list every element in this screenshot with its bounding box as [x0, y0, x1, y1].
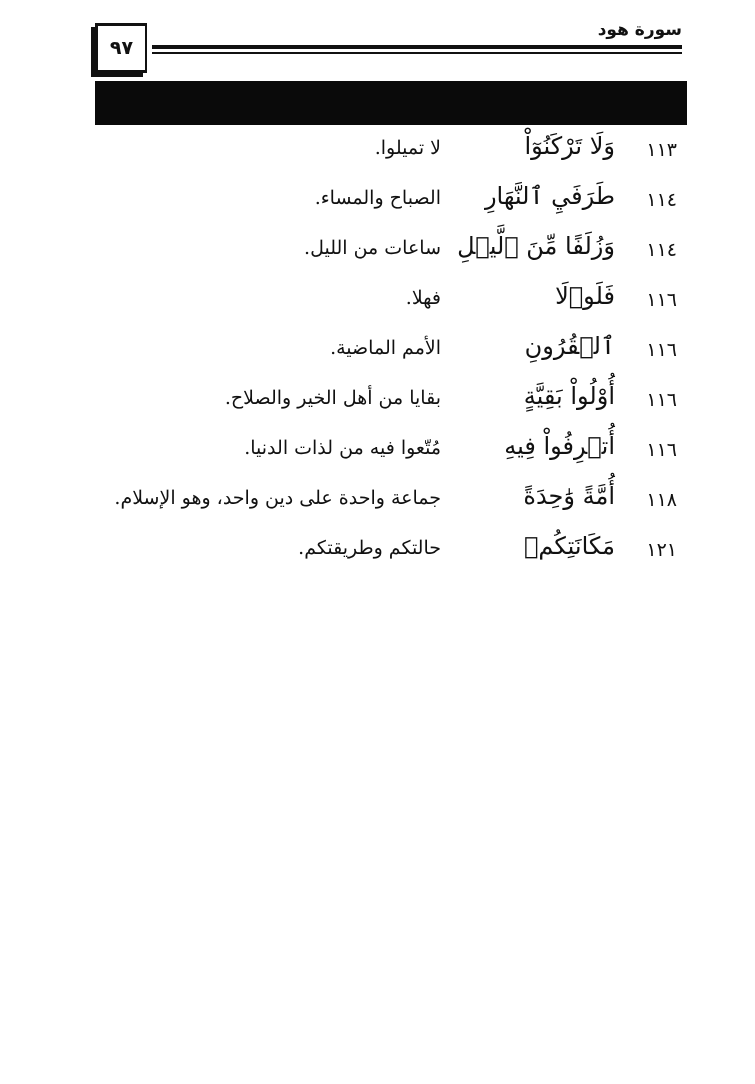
- quran-word: فَلَوۡلَا: [555, 282, 615, 310]
- glossary-row: [90, 280, 687, 330]
- header-rule-thin: [152, 52, 682, 54]
- word-meaning: الصباح والمساء.: [314, 187, 441, 209]
- glossary-row: [90, 380, 687, 430]
- word-meaning: الأمم الماضية.: [330, 337, 441, 359]
- word-meaning: مُتّعوا فيه من لذات الدنيا.: [244, 437, 441, 459]
- surah-title: سورة هود: [597, 20, 682, 40]
- quran-word: وَلَا تَرْكَنُوٓاْ: [524, 132, 615, 160]
- glossary-row: [90, 130, 687, 180]
- verse-number: ١١٦: [646, 439, 677, 461]
- glossary-row: [90, 430, 687, 480]
- glossary-row: [90, 180, 687, 230]
- quran-word: أُمَّةً وَٰحِدَةً: [523, 482, 615, 510]
- glossary-row: [90, 480, 687, 530]
- glossary-row: [90, 230, 687, 280]
- glossary-list: [90, 130, 687, 580]
- quran-word: وَزُلَفًا مِّنَ ٱلَّيۡلِ: [457, 232, 615, 260]
- word-meaning: ساعات من الليل.: [304, 237, 441, 259]
- glossary-row: [90, 330, 687, 380]
- word-meaning: فهلا.: [405, 287, 441, 309]
- word-meaning: لا تميلوا.: [374, 137, 441, 159]
- verse-number: ١١٨: [646, 489, 677, 511]
- verse-number: ١١٤: [646, 239, 677, 261]
- page-number: ٩٧: [109, 37, 134, 59]
- quran-word: طَرَفَيِ ٱلنَّهَارِ: [484, 182, 615, 210]
- verse-number: ١١٦: [646, 339, 677, 361]
- verse-number: ١١٦: [646, 389, 677, 411]
- header-black-band: [95, 81, 687, 125]
- header-rule-thick: [152, 45, 682, 49]
- word-meaning: جماعة واحدة على دين واحد، وهو الإسلام.: [114, 487, 441, 509]
- verse-number: ١٢١: [646, 539, 677, 561]
- verse-number: ١١٤: [646, 189, 677, 211]
- verse-number: ١١٦: [646, 289, 677, 311]
- quran-word: مَكَانَتِكُمۡ: [524, 532, 615, 560]
- quran-word: ٱلۡقُرُونِ: [524, 332, 615, 360]
- quran-word: أُوْلُواْ بَقِيَّةٍ: [523, 382, 615, 410]
- page-number-box: [95, 23, 147, 73]
- word-meaning: حالتكم وطريقتكم.: [298, 537, 441, 559]
- glossary-row: [90, 530, 687, 580]
- word-meaning: بقايا من أهل الخير والصلاح.: [224, 387, 441, 409]
- verse-number: ١١٣: [646, 139, 677, 161]
- quran-word: أُتۡرِفُواْ فِيهِ: [504, 432, 615, 460]
